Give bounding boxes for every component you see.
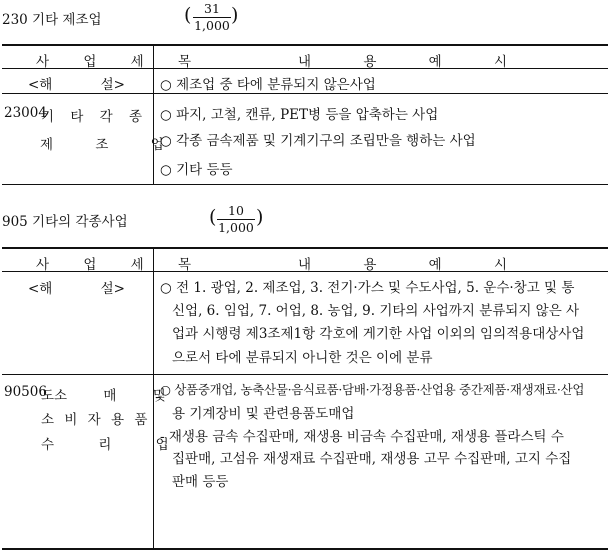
section-2-rate-denominator: 1,000 — [218, 219, 254, 235]
section-2-row-2-name-line: 수 리 업 — [41, 437, 169, 453]
section-1-row-2-code: 23004 — [4, 105, 47, 121]
section-1-col-header-item: 사 업 세 목 — [36, 54, 207, 70]
section-2-row-1-content-line: 신업, 6. 임업, 7. 어업, 8. 농업, 9. 기타의 사업까지 분류되지 않은 사 — [172, 303, 580, 319]
section-2-row-2-content-line: ○ 상품중개업, 농축산물·음식료품·담배·가정용품·산업용 중간제품·재생재료·산업 — [160, 382, 585, 397]
section-1-row-2-name-line: 제 조 업 — [40, 137, 164, 153]
section-1-fraction-close-paren: ) — [231, 4, 239, 26]
section-1-row-2-content-line: ○ 기타 등등 — [160, 162, 233, 178]
section-1-row-2-content-line: ○ 파지, 고철, 캔류, PET병 등을 압축하는 사업 — [160, 107, 439, 123]
section-1-row-2-name-line: 기 타 각 종 — [41, 109, 143, 125]
section-2-row-2-name-line: 소 비 자 용 품 — [41, 412, 148, 428]
section-2-row-2-name-line: 도소 매 및 — [41, 388, 166, 404]
section-2-row-1-name: <해 설> — [28, 281, 125, 297]
section-1-row-2-content-line: ○ 각종 금속제품 및 기계기구의 조립만을 행하는 사업 — [160, 133, 476, 149]
section-2-row-1-content-line: ○ 전 1. 광업, 2. 제조업, 3. 전기·가스 및 수도사업, 5. 운수·창고 및 통 — [160, 280, 575, 296]
section-2-fraction-close-paren: ) — [256, 206, 264, 228]
section-2-row-2-content-line: 판매 등등 — [172, 474, 229, 490]
section-2-heading: 905 기타의 각종사업 — [2, 214, 128, 230]
section-1-row-1-name: <해 설> — [28, 77, 125, 93]
section-2-row-1-content-line: 으로서 타에 분류되지 아니한 것은 이에 분류 — [172, 350, 433, 366]
section-2-rate-numerator: 10 — [217, 205, 255, 220]
section-1-rate-fraction — [193, 3, 231, 32]
section-2-col-header-content: 내 용 예 시 — [298, 257, 532, 273]
section-2-col-header-item: 사 업 세 목 — [36, 257, 207, 273]
section-2-row-2-code: 90506 — [4, 384, 47, 400]
section-2-row-2-content-line: 집판매, 고섬유 재생재료 수집판매, 재생용 고무 수집판매, 고지 수집 — [172, 451, 572, 467]
section-2-row-2-content-line: 용 기계장비 및 관련용품도매업 — [172, 406, 355, 422]
section-2-rate-fraction — [217, 205, 255, 234]
section-2-row-2-content-line: - 재생용 금속 수집판매, 재생용 비금속 수집판매, 재생용 플라스틱 수 — [160, 429, 564, 445]
section-2-row-1-content-line: 업과 시행령 제3조제1항 각호에 게기한 사업 이외의 임의적용대상사업 — [172, 326, 585, 342]
section-1-rate-numerator: 31 — [193, 3, 231, 18]
section-1-heading: 230 기타 제조업 — [2, 12, 102, 28]
section-1-row-1-content-line: ○ 제조업 중 타에 분류되지 않은사업 — [160, 77, 376, 93]
section-1-rate-denominator: 1,000 — [194, 17, 230, 33]
section-1-col-header-content: 내 용 예 시 — [298, 54, 532, 70]
section-2-fraction-open-paren: ( — [209, 206, 217, 228]
section-1-fraction-open-paren: ( — [184, 4, 192, 26]
